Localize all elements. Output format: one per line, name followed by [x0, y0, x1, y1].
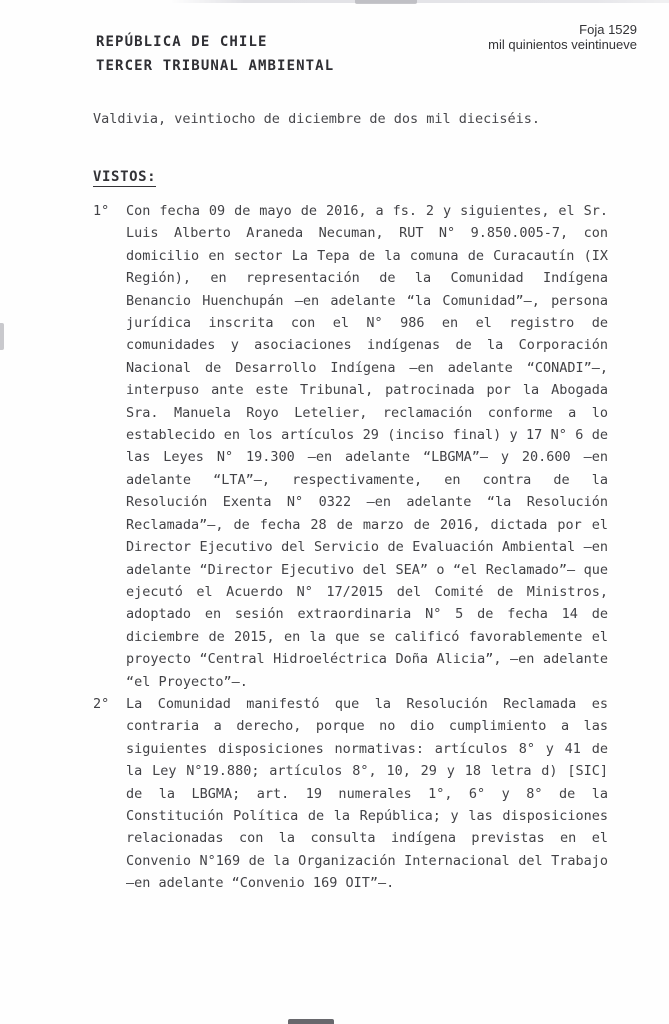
letterhead-tribunal: TERCER TRIBUNAL AMBIENTAL [96, 58, 335, 74]
paragraph-1-text: Con fecha 09 de mayo de 2016, a fs. 2 y siguientes, el Sr. Luis Alberto Araneda Necuman, RUT N° 9.850.005-7, con domicilio en sector La Tepa de la comuna de Curacautín (IX Región), en representación de la Comunidad Indígena Benancio Huenchupán –en adelante “la Comunidad”–, persona jurídica inscrita con el N° 986 en el registro de comunidades y asociaciones indígenas de la Corporación Nacional de Desarrollo Indígena –en adelante “CONADI”–, interpuso ante este Tribunal, patrocinada por la Abogada Sra. Manuela Royo Letelier, reclamación conforme a lo establecido en los artículos 29 (inciso final) y 17 N° 6 de las Leyes N° 19.300 –en adelante “LBGMA”– y 20.600 –en adelante “LTA”–, respectivamente, en contra de la Resolución Exenta N° 0322 –en adelante “la Resolución Reclamada”–, de fecha 28 de marzo de 2016, dictada por el Director Ejecutivo del Servicio de Evaluación Ambiental –en adelante “Director Ejecutivo del SEA” o “el Reclamado”– que ejecutó el Acuerdo N° 17/2015 del Comité de Ministros, adoptado en sesión extraordinaria N° 5 de fecha 14 de diciembre de 2015, en la que se calificó favorablemente el proyecto “Central Hidroeléctrica Doña Alicia”, –en adelante “el Proyecto”–. [126, 203, 608, 690]
foja-words: mil quinientos veintinueve [488, 37, 637, 52]
foja-number: Foja 1529 [579, 22, 637, 37]
letterhead [96, 30, 334, 78]
scan-artifact-left-edge [0, 323, 4, 350]
paragraph-2 [93, 693, 608, 895]
paragraph-2-number: 2° [93, 695, 110, 712]
section-heading-vistos: VISTOS: [93, 169, 157, 185]
date-line: Valdivia, veintiocho de diciembre de dos mil dieciséis. [93, 111, 541, 127]
foja-stamp [488, 22, 637, 52]
scan-artifact-top-line [170, 0, 669, 3]
letterhead-country: REPÚBLICA DE CHILE [96, 34, 268, 50]
scan-artifact-top-smudge [355, 0, 417, 4]
paragraph-list [93, 200, 608, 895]
paragraph-1-number: 1° [93, 203, 110, 219]
paragraph-2-text: La Comunidad manifestó que la Resolución Reclamada es contraria a derecho, porque no dio cumplimiento a las siguientes disposiciones normativas: artículos 8° y 41 de la Ley N°19.880; artículos 8°, 10, 29 y 18 letra d) [SIC] de la LBGMA; art. 19 numerales 1°, 6° y 8° de la Constitución Política de la República; y las disposiciones relacionadas con la consulta indígena previstas en el Convenio N°169 de la Organización Internacional del Trabajo –en adelante “Convenio 169 OIT”–. [126, 695, 608, 892]
paragraph-1 [93, 200, 608, 693]
scan-artifact-bottom-mark [288, 1019, 334, 1024]
